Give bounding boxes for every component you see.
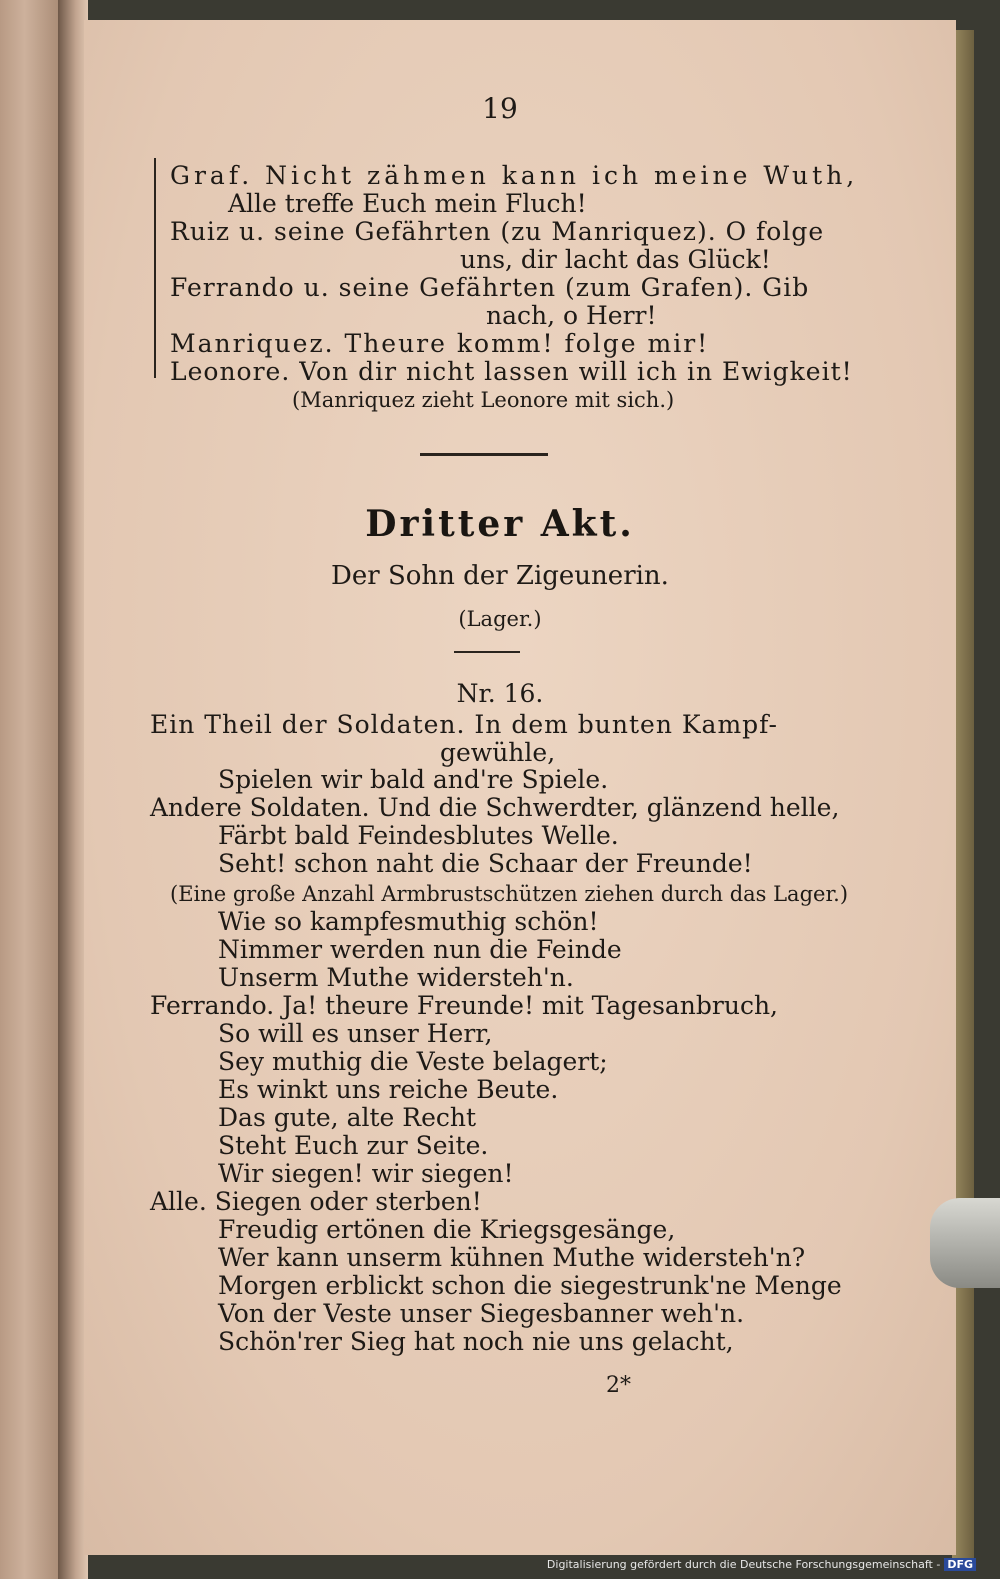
dfg-logo: DFG <box>944 1558 976 1571</box>
text-line: Seht! schon naht die Schaar der Freunde! <box>218 849 753 878</box>
text-line: Nimmer werden nun die Feinde <box>218 935 622 964</box>
section-divider <box>420 453 548 456</box>
text-line: Das gute, alte Recht <box>218 1103 477 1132</box>
text-line: Andere Soldaten. Und die Schwerdter, glänzend helle, <box>150 793 840 822</box>
footer-credit <box>547 1558 976 1571</box>
text-line: Ein Theil der Soldaten. In dem bunten Kampf- <box>150 710 778 739</box>
stage-direction: (Manriquez zieht Leonore mit sich.) <box>292 388 675 412</box>
text-line: Wir siegen! wir siegen! <box>218 1159 514 1188</box>
text-line: Leonore. Von dir nicht lassen will ich in Ewigkeit! <box>170 357 853 386</box>
text-line: Manriquez. Theure komm! folge mir! <box>170 329 710 358</box>
text-line: nach, o Herr! <box>486 301 657 330</box>
signature-mark: 2* <box>606 1373 631 1398</box>
text-line: Unserm Muthe widersteh'n. <box>218 963 574 992</box>
text-line: Morgen erblickt schon die siegestrunk'ne Menge <box>218 1271 842 1300</box>
text-line: Wer kann unserm kühnen Muthe widersteh'n? <box>218 1243 806 1272</box>
text-line: Ferrando. Ja! theure Freunde! mit Tagesanbruch, <box>150 991 779 1020</box>
stage-direction: (Eine große Anzahl Armbrustschützen ziehen durch das Lager.) <box>170 882 849 906</box>
text-line: Steht Euch zur Seite. <box>218 1131 489 1160</box>
page-number: 19 <box>482 92 518 125</box>
text-line: uns, dir lacht das Glück! <box>460 245 771 274</box>
short-divider <box>454 651 520 653</box>
text-line: Sey muthig die Veste belagert; <box>218 1047 608 1076</box>
footer-text: Digitalisierung gefördert durch die Deutsche Forschungsgemeinschaft - <box>546 1558 941 1571</box>
text-line: Wie so kampfesmuthig schön! <box>218 907 599 936</box>
text-line: Es winkt uns reiche Beute. <box>218 1075 559 1104</box>
text-line: Ruiz u. seine Gefährten (zu Manriquez). O folge <box>170 217 825 246</box>
act-title: Dritter Akt. <box>365 503 635 545</box>
page-clip <box>930 1198 1000 1288</box>
text-line: Färbt bald Feindesblutes Welle. <box>218 821 619 850</box>
text-line: Spielen wir bald and're Spiele. <box>218 765 609 794</box>
act-subtitle: Der Sohn der Zigeunerin. <box>331 561 669 591</box>
text-line: Ferrando u. seine Gefährten (zum Grafen). Gib <box>170 273 810 302</box>
left-page-edge <box>0 0 62 1579</box>
brace-bracket <box>154 158 166 378</box>
number-heading: Nr. 16. <box>456 679 544 708</box>
setting-label: (Lager.) <box>458 607 542 631</box>
text-line: Graf. Nicht zähmen kann ich meine Wuth, <box>170 161 859 190</box>
text-line: gewühle, <box>440 738 556 767</box>
text-line: Von der Veste unser Siegesbanner weh'n. <box>218 1299 745 1328</box>
text-line: Alle treffe Euch mein Fluch! <box>228 189 587 218</box>
text-line: Freudig ertönen die Kriegsgesänge, <box>218 1215 676 1244</box>
text-line: Schön'rer Sieg hat noch nie uns gelacht, <box>218 1327 734 1356</box>
text-line: Alle. Siegen oder sterben! <box>150 1187 482 1216</box>
text-line: So will es unser Herr, <box>218 1019 493 1048</box>
